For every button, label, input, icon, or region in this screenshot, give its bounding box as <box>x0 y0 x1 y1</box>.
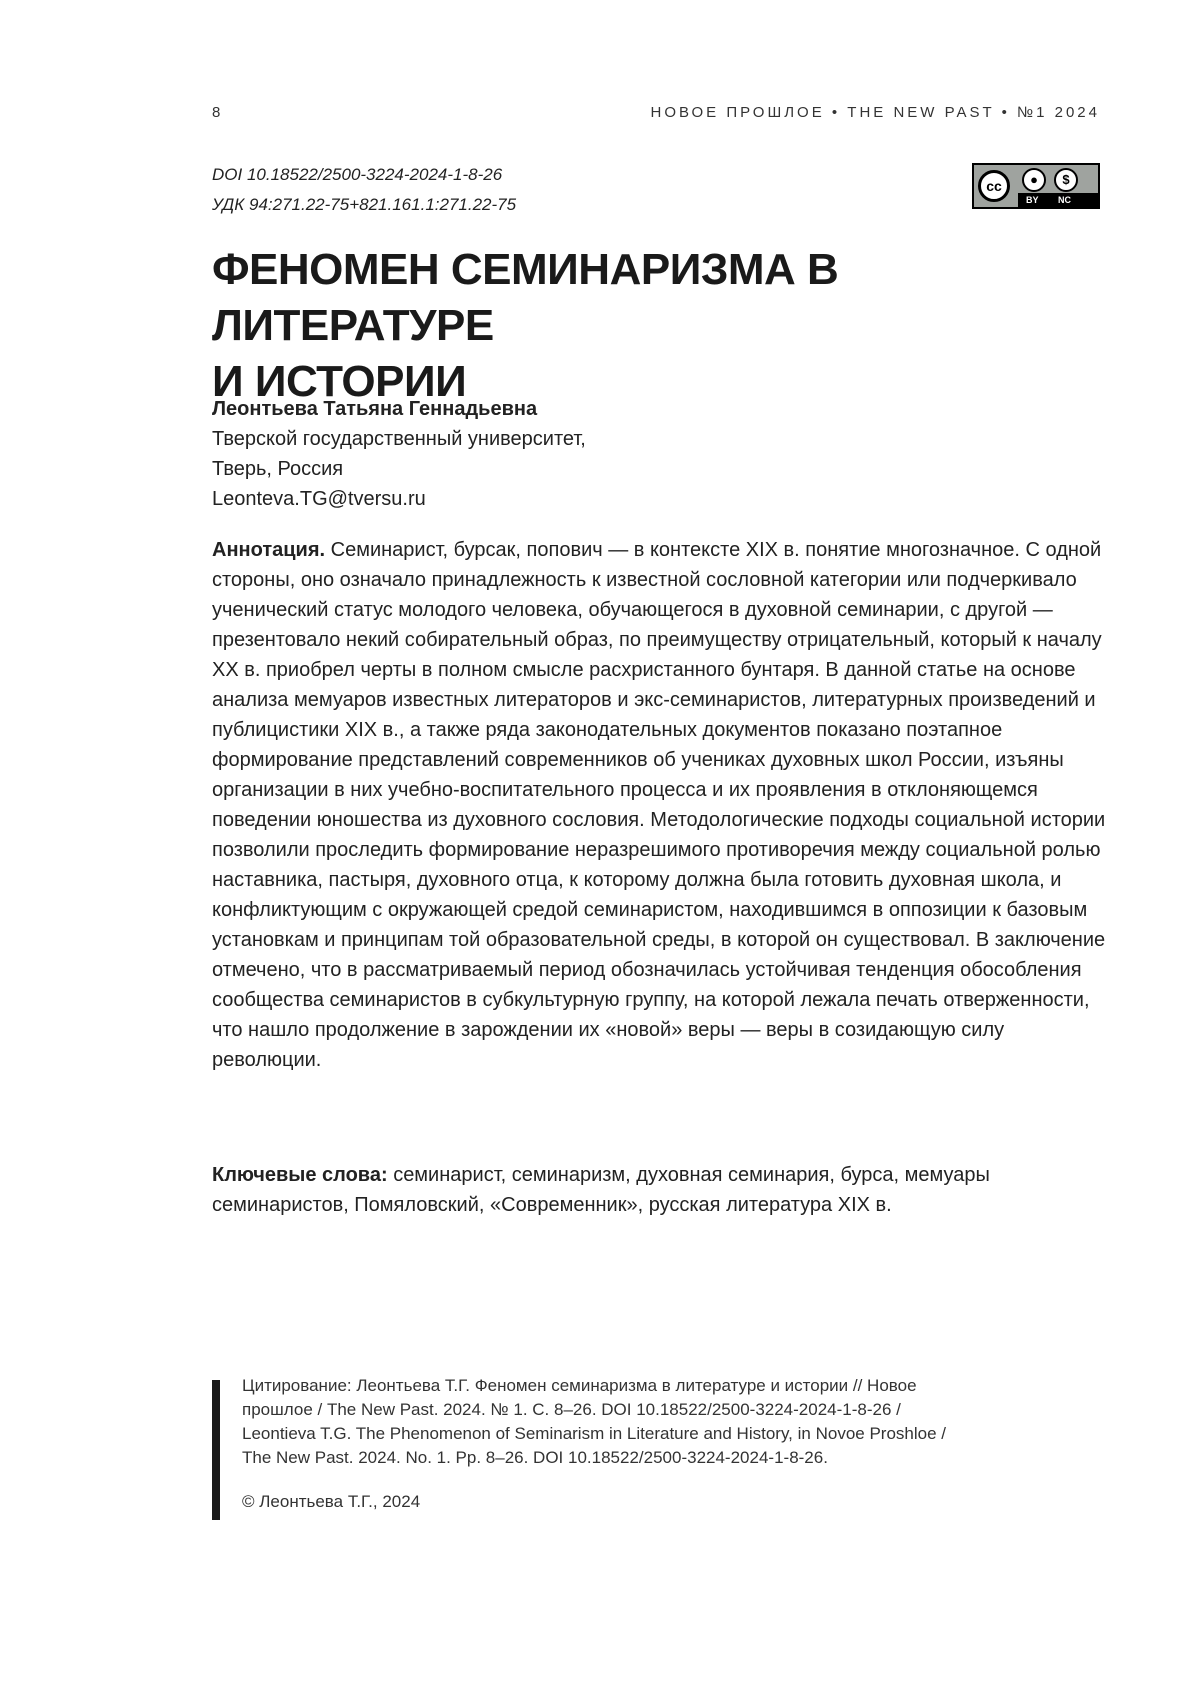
abstract <box>212 535 1107 1075</box>
cc-license-badge[interactable] <box>972 163 1100 209</box>
author-name: Леонтьева Татьяна Геннадьевна <box>212 394 586 424</box>
author-email[interactable]: Leonteva.TG@tversu.ru <box>212 484 586 514</box>
citation-box <box>212 1380 952 1520</box>
copyright: © Леонтьева Т.Г., 2024 <box>242 1490 952 1514</box>
title-line-1: ФЕНОМЕН СЕМИНАРИЗМА В ЛИТЕРАТУРЕ <box>212 245 838 350</box>
citation-text: Цитирование: Леонтьева Т.Г. Феномен семинаризма в литературе и истории // Новое прошлое / The New Past. 2024. № 1. С. 8–26. DOI 10.18522/2500-3224-2024-1-8-26 / Leontieva T.G. The Phenomenon of Seminarism in Literature and History, in Novoe Proshloe / The New Past. 2024. No. 1. Pp. 8–26. DOI 10.18522/2500-3224-2024-1-8-26. <box>242 1374 952 1470</box>
article-title <box>212 242 1112 410</box>
author-affiliation: Тверской государственный университет, <box>212 424 586 454</box>
license-by-label: BY <box>1026 193 1039 207</box>
license-strip <box>1018 193 1098 207</box>
doi[interactable]: DOI 10.18522/2500-3224-2024-1-8-26 <box>212 160 516 190</box>
udk: УДК 94:271.22-75+821.161.1:271.22-75 <box>212 190 516 220</box>
author-block <box>212 394 586 514</box>
abstract-label: Аннотация. <box>212 539 325 561</box>
keywords-label: Ключевые слова: <box>212 1164 388 1186</box>
title-line-2: И ИСТОРИИ <box>212 357 466 406</box>
keywords <box>212 1160 1107 1220</box>
no-dollar-icon: $ <box>1054 168 1078 192</box>
keywords-text: семинарист, семинаризм, духовная семинария, бурса, мемуары семинаристов, Помяловский, «Современник», русская литература XIX в. <box>212 1164 990 1216</box>
abstract-text: Семинарист, бурсак, попович — в контексте XIX в. понятие многозначное. С одной стороны, оно означало принадлежность к известной сословной категории или подчеркивало ученический статус молодого человека, обучающегося в духовной семинарии, с другой — презентовало некий собирательный образ, по преимуществу отрицательный, который к началу XX в. приобрел черты в полном смысле расхристанного бунтаря. В данной статье на основе анализа мемуаров известных литераторов и экс-семинаристов, литературных произведений и публицистики XIX в., а также ряда законодательных документов показано поэтапное формирование представлений современников об учениках духовных школ России, изъяны организации в них учебно-воспитательного процесса и их проявления в отклоняющемся поведении юношества из духовного сословия. Методологические подходы социальной истории позволили проследить формирование неразрешимого противоречия между социальной ролью наставника, пастыря, духовного отца, к которому должна была готовить духовная школа, и конфликтующим с окружающей средой семинаристом, находившимся в оппозиции к базовым установкам и принципам той образовательной среды, в которой он существовал. В заключение отмечено, что в рассматриваемый период обозначилась устойчивая тенденция обособления сообщества семинаристов в субкультурную группу, на которой лежала печать отверженности, что нашло продолжение в зарождении их «новой» веры — веры в созидающую силу революции. <box>212 539 1105 1071</box>
cc-icon: cc <box>978 170 1010 202</box>
license-nc-label: NC <box>1058 193 1071 207</box>
person-icon: ● <box>1022 168 1046 192</box>
page-number: 8 <box>212 104 222 121</box>
article-identifiers <box>212 160 516 220</box>
author-location: Тверь, Россия <box>212 454 586 484</box>
running-head: НОВОЕ ПРОШЛОЕ • THE NEW PAST • №1 2024 <box>650 104 1100 121</box>
